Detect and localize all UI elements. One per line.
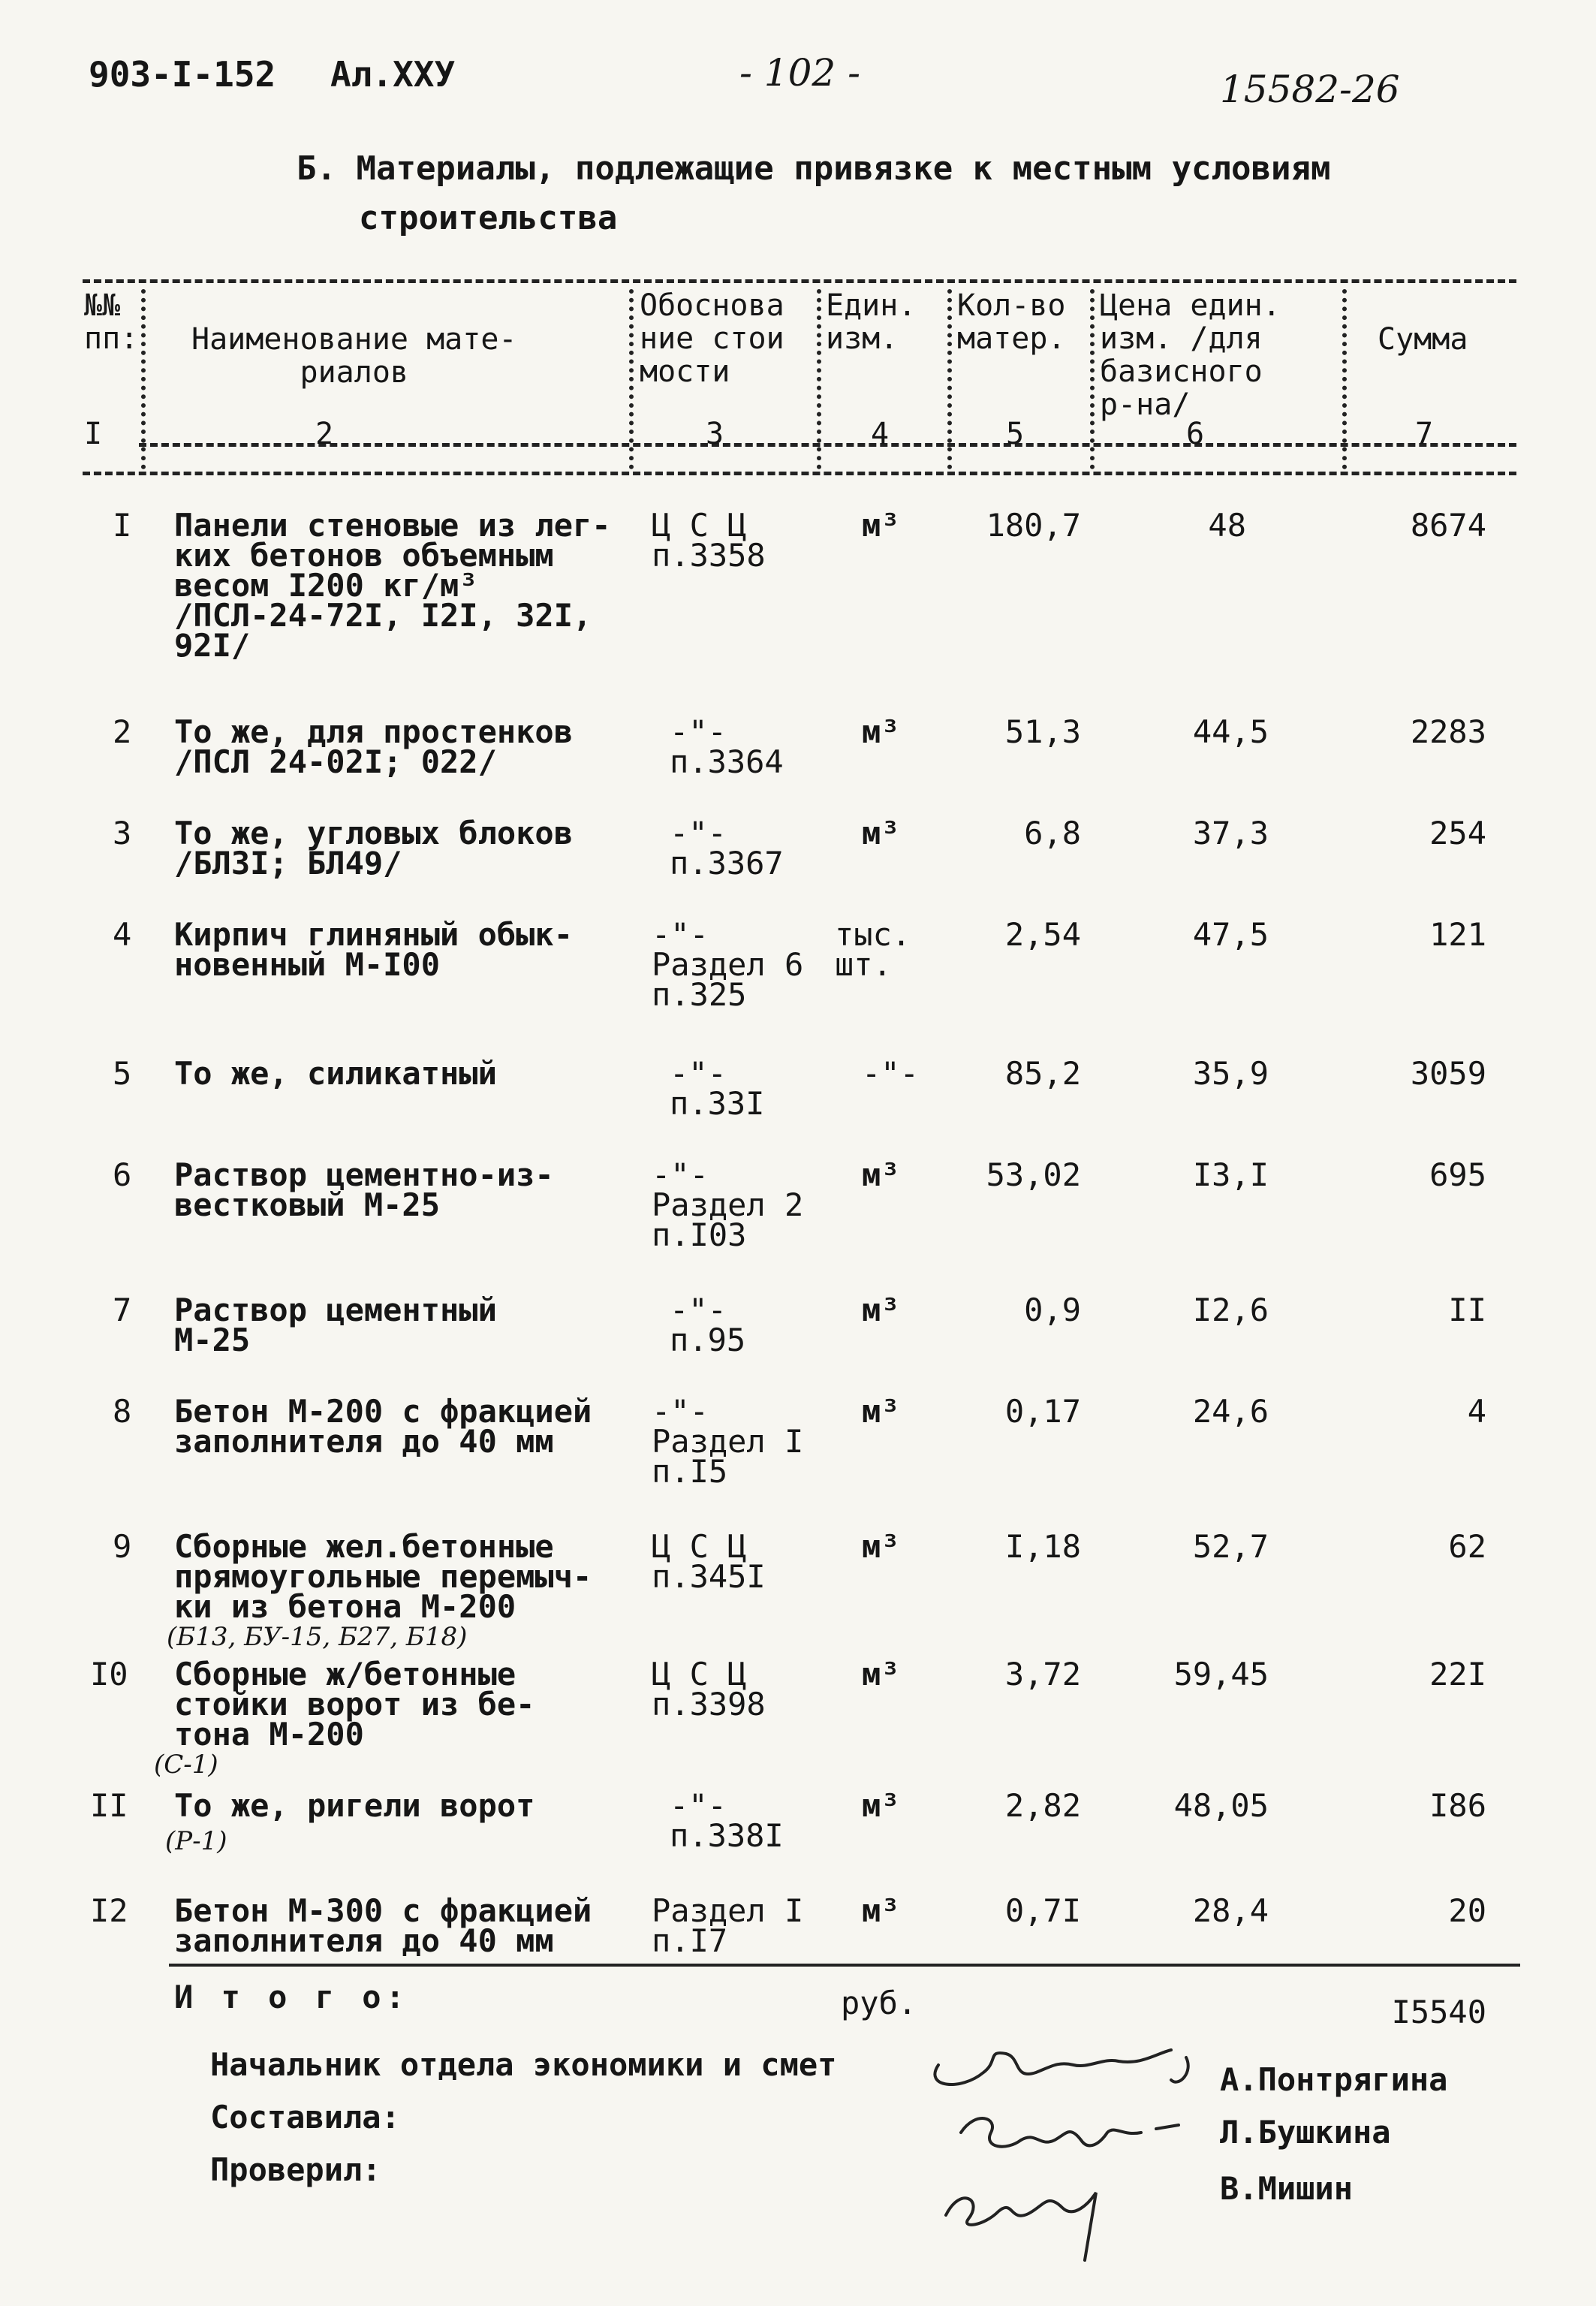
quantity: 3,72 xyxy=(1004,1656,1081,1693)
material-name: Панели стеновые из лег- ких бетонов объемным весом I200 кг/м³ /ПСЛ-24-72I, I2I, 32I, 92I/ xyxy=(174,507,611,664)
signature-pontryagina xyxy=(935,2050,1188,2084)
cost-basis: Ц С Ц п.3358 xyxy=(652,507,766,574)
unit-price: 47,5 xyxy=(1192,916,1269,953)
row-number: 3 xyxy=(113,815,132,852)
cost-basis: -"- п.33I xyxy=(670,1055,765,1122)
quantity: 51,3 xyxy=(1004,713,1081,750)
row-number: I xyxy=(113,507,132,544)
page-number: - 102 - xyxy=(739,51,861,95)
unit-price: 52,7 xyxy=(1192,1528,1269,1565)
cost-basis: -"- п.338I xyxy=(670,1787,784,1854)
col-header-number: №№ пп: xyxy=(84,288,139,356)
row-number: 5 xyxy=(113,1055,132,1092)
col-number: 7 xyxy=(1415,417,1434,451)
material-name: Бетон М-300 с фракцией заполнителя до 40 мм xyxy=(174,1892,592,1959)
unit-price: I3,I xyxy=(1192,1156,1269,1193)
sum: 2283 xyxy=(1410,713,1486,750)
unit: м³ xyxy=(862,1656,900,1693)
signatory-name: Л.Бушкина xyxy=(1220,2114,1391,2151)
col-number: 4 xyxy=(871,417,890,451)
totals-rule xyxy=(169,1964,1520,1967)
sum: 22I xyxy=(1429,1656,1486,1693)
sum: I86 xyxy=(1429,1787,1486,1824)
unit: м³ xyxy=(862,1892,900,1929)
sum: 3059 xyxy=(1410,1055,1486,1092)
material-name: То же, угловых блоков /БЛ3I; БЛ49/ xyxy=(174,815,574,882)
col-header-qty: Кол-во матер. xyxy=(957,288,1066,356)
sum: 62 xyxy=(1448,1528,1486,1565)
quantity: 0,7I xyxy=(1004,1892,1081,1929)
row-number: 6 xyxy=(113,1156,132,1193)
currency-label: руб. xyxy=(841,1985,917,2021)
unit: -"- xyxy=(862,1055,919,1092)
column-divider xyxy=(1342,289,1347,469)
quantity: 0,17 xyxy=(1004,1393,1081,1430)
material-name: То же, силикатный xyxy=(174,1055,497,1092)
signature-bushkina xyxy=(961,2118,1179,2147)
section-title: Б. Материалы, подлежащие привязке к местным условиям xyxy=(297,149,1331,188)
total-sum: I5540 xyxy=(1391,1994,1486,2030)
cost-basis: -"- п.95 xyxy=(670,1292,746,1358)
col-number: 2 xyxy=(315,417,334,451)
cost-basis: -"- п.3367 xyxy=(670,815,784,882)
quantity: 53,02 xyxy=(986,1156,1081,1193)
handwritten-signatures xyxy=(916,2020,1231,2268)
signatory-name: В.Мишин xyxy=(1220,2170,1354,2207)
signature-mishin xyxy=(946,2193,1096,2260)
row-number: I0 xyxy=(90,1656,128,1693)
material-name: Сборные ж/бетонные стойки ворот из бе- тона М-200 xyxy=(174,1656,535,1753)
handwritten-note: (Р-1) xyxy=(165,1826,227,1856)
material-name: Бетон М-200 с фракцией заполнителя до 40 мм xyxy=(174,1393,592,1460)
signatory-name: А.Понтрягина xyxy=(1220,2061,1448,2098)
material-name: Раствор цементно-из- вестковый М-25 xyxy=(174,1156,554,1223)
table-top-rule xyxy=(83,279,1516,283)
material-name: Сборные жел.бетонные прямоугольные перемыч- ки из бетона М-200 xyxy=(174,1528,592,1625)
unit: м³ xyxy=(862,1292,900,1328)
unit: м³ xyxy=(862,713,900,750)
unit-price: I2,6 xyxy=(1192,1292,1269,1328)
sum: II xyxy=(1448,1292,1486,1328)
handwritten-note: (С-1) xyxy=(154,1750,218,1780)
cost-basis: -"- п.3364 xyxy=(670,713,784,780)
signatory-role: Составила: xyxy=(210,2099,400,2136)
unit-price: 44,5 xyxy=(1192,713,1269,750)
unit: м³ xyxy=(862,1156,900,1193)
unit: тыс. шт. xyxy=(835,916,911,983)
cost-basis: Ц С Ц п.345I xyxy=(652,1528,766,1595)
sum: 20 xyxy=(1448,1892,1486,1929)
unit: м³ xyxy=(862,815,900,852)
unit: м³ xyxy=(862,507,900,544)
unit-price: 59,45 xyxy=(1173,1656,1269,1693)
unit: м³ xyxy=(862,1528,900,1565)
unit-price: 48,05 xyxy=(1173,1787,1269,1824)
album-number: Ал.XXУ xyxy=(330,54,456,95)
quantity: 6,8 xyxy=(1024,815,1081,852)
quantity: 0,9 xyxy=(1024,1292,1081,1328)
document-reference: 15582-26 xyxy=(1220,68,1400,111)
column-divider xyxy=(141,289,146,469)
column-divider xyxy=(1090,289,1095,469)
unit-price: 24,6 xyxy=(1192,1393,1269,1430)
material-name: Кирпич глиняный обык- новенный М-I00 xyxy=(174,916,574,983)
col-number: 5 xyxy=(1006,417,1025,451)
quantity: 2,54 xyxy=(1004,916,1081,953)
row-number: I2 xyxy=(90,1892,128,1929)
col-header-unit: Един. изм. xyxy=(826,288,917,356)
column-divider xyxy=(817,289,821,469)
quantity: 180,7 xyxy=(986,507,1081,544)
cost-basis: -"- Раздел 2 п.I03 xyxy=(652,1156,804,1253)
column-divider xyxy=(629,289,634,469)
row-number: 9 xyxy=(113,1528,132,1565)
quantity: I,18 xyxy=(1004,1528,1081,1565)
unit: м³ xyxy=(862,1393,900,1430)
col-header-name: Наименование мате- риалов xyxy=(191,322,517,390)
unit-price: 37,3 xyxy=(1192,815,1269,852)
signatory-role: Проверил: xyxy=(210,2151,381,2188)
col-number: I xyxy=(84,417,103,451)
header-mid-rule xyxy=(139,443,1516,447)
row-number: 4 xyxy=(113,916,132,953)
cost-basis: Ц С Ц п.3398 xyxy=(652,1656,766,1723)
unit: м³ xyxy=(862,1787,900,1824)
quantity: 2,82 xyxy=(1004,1787,1081,1824)
unit-price: 48 xyxy=(1208,507,1246,544)
row-number: 8 xyxy=(113,1393,132,1430)
sum: 8674 xyxy=(1410,507,1486,544)
row-number: 2 xyxy=(113,713,132,750)
material-name: Раствор цементный М-25 xyxy=(174,1292,497,1358)
cost-basis: -"- Раздел I п.I5 xyxy=(652,1393,804,1490)
sum: 254 xyxy=(1429,815,1486,852)
sum: 121 xyxy=(1429,916,1486,953)
material-name: То же, для простенков /ПСЛ 24-02I; 022/ xyxy=(174,713,574,780)
project-code: 903-I-152 xyxy=(89,54,276,95)
sum: 4 xyxy=(1467,1393,1486,1430)
col-number: 6 xyxy=(1186,417,1205,451)
cost-basis: -"- Раздел 6 п.325 xyxy=(652,916,804,1013)
cost-basis: Раздел I п.I7 xyxy=(652,1892,804,1959)
unit-price: 35,9 xyxy=(1192,1055,1269,1092)
total-label: И т о г о: xyxy=(174,1979,409,2015)
col-header-basis: Обоснова ние стои мости xyxy=(640,288,784,389)
handwritten-note: (Б13, БУ-15, Б27, Б18) xyxy=(167,1622,468,1652)
column-divider xyxy=(947,289,952,469)
quantity: 85,2 xyxy=(1004,1055,1081,1092)
unit-price: 28,4 xyxy=(1192,1892,1269,1929)
col-number: 3 xyxy=(706,417,724,451)
row-number: 7 xyxy=(113,1292,132,1328)
row-number: II xyxy=(90,1787,128,1824)
col-header-price: Цена един. изм. /для базисного р-на/ xyxy=(1100,288,1281,422)
header-bottom-rule xyxy=(83,472,1516,475)
signatory-role: Начальник отдела экономики и смет xyxy=(210,2046,837,2083)
material-name: То же, ригели ворот xyxy=(174,1787,535,1824)
col-header-sum: Сумма xyxy=(1378,322,1468,357)
section-title-cont: строительства xyxy=(359,199,618,237)
sum: 695 xyxy=(1429,1156,1486,1193)
